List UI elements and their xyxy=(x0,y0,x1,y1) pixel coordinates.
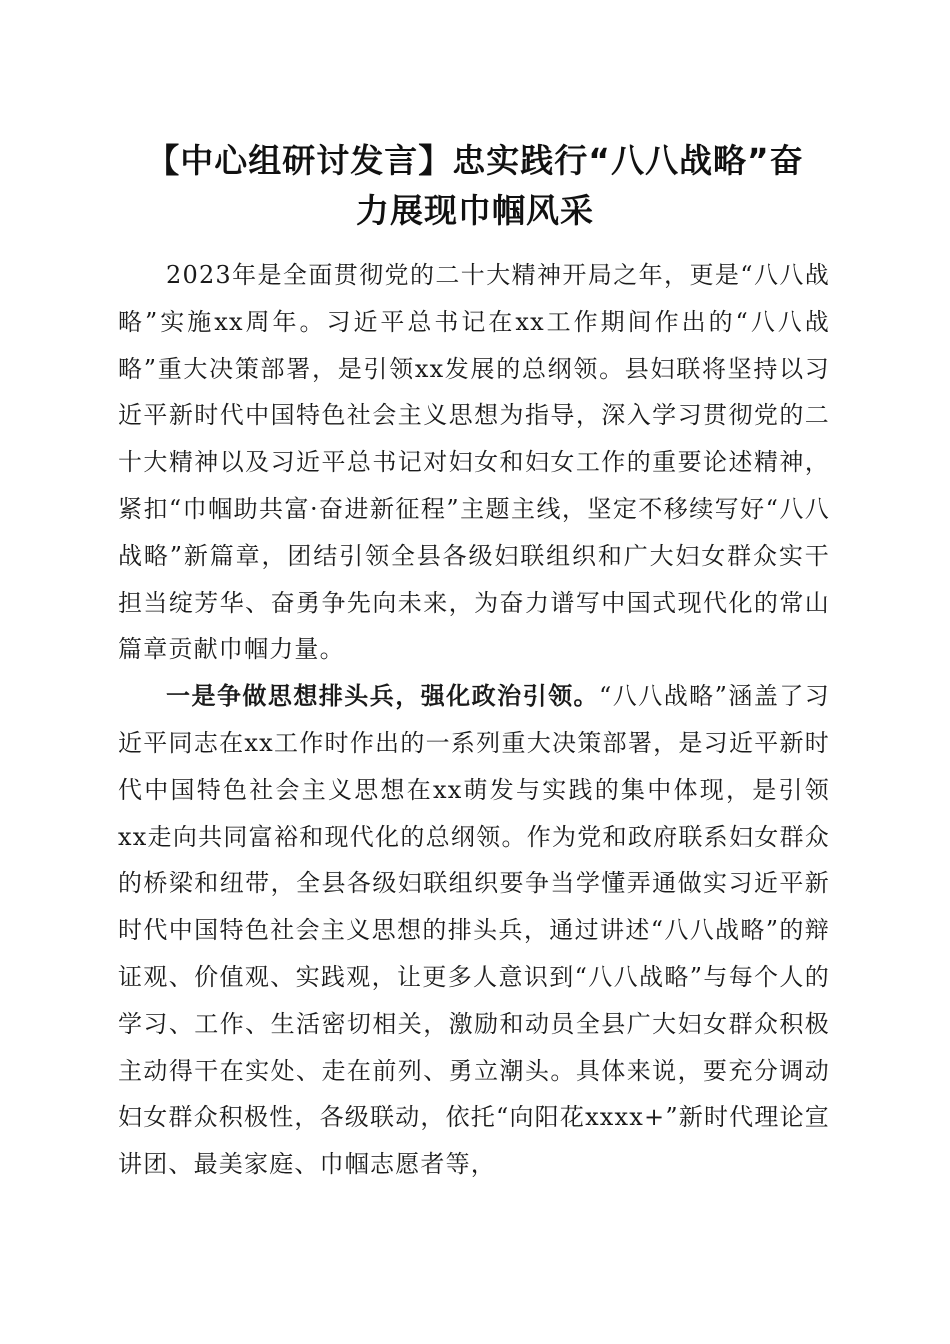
paragraph-point-one xyxy=(118,673,830,1188)
title-line-1: 【中心组研讨发言】忠实践行“八八战略”奋 xyxy=(146,141,804,180)
paragraph-point-one-text: “八八战略”涵盖了习近平同志在xx工作时作出的一系列重大决策部署，是习近平新时代中国特色社会主义思想在xx萌发与实践的集中体现，是引领xx走向共同富裕和现代化的总纲领。作为党和政府联系妇女群众的桥梁和纽带，全县各级妇联组织要争当学懂弄通做实习近平新时代中国特色社会主义思想的排头兵，通过讲述“八八战略”的辩证观、价值观、实践观，让更多人意识到“八八战略”与每个人的学习、工作、生活密切相关，激励和动员全县广大妇女群众积极主动得干在实处、走在前列、勇立潮头。具体来说，要充分调动妇女群众积极性，各级联动，依托“向阳花xxxx+”新时代理论宣讲团、最美家庭、巾帼志愿者等， xyxy=(118,682,830,1179)
document-title xyxy=(110,136,840,236)
paragraph-lead-heading: 一是争做思想排头兵，强化政治引领。 xyxy=(166,681,600,711)
paragraph-intro: 2023年是全面贯彻党的二十大精神开局之年，更是“八八战略”实施xx周年。习近平总书记在xx工作期间作出的“八八战略”重大决策部署，是引领xx发展的总纲领。县妇联将坚持以习近平新时代中国特色社会主义思想为指导，深入学习贯彻党的二十大精神以及习近平总书记对妇女和妇女工作的重要论述精神，紧扣“巾帼助共富·奋进新征程”主题主线，坚定不移续写好“八八战略”新篇章，团结引领全县各级妇联组织和广大妇女群众实干担当绽芳华、奋勇争先向未来，为奋力谱写中国式现代化的常山篇章贡献巾帼力量。 xyxy=(118,261,830,664)
document-body xyxy=(118,252,830,1188)
title-line-2: 力展现巾帼风采 xyxy=(356,191,594,230)
